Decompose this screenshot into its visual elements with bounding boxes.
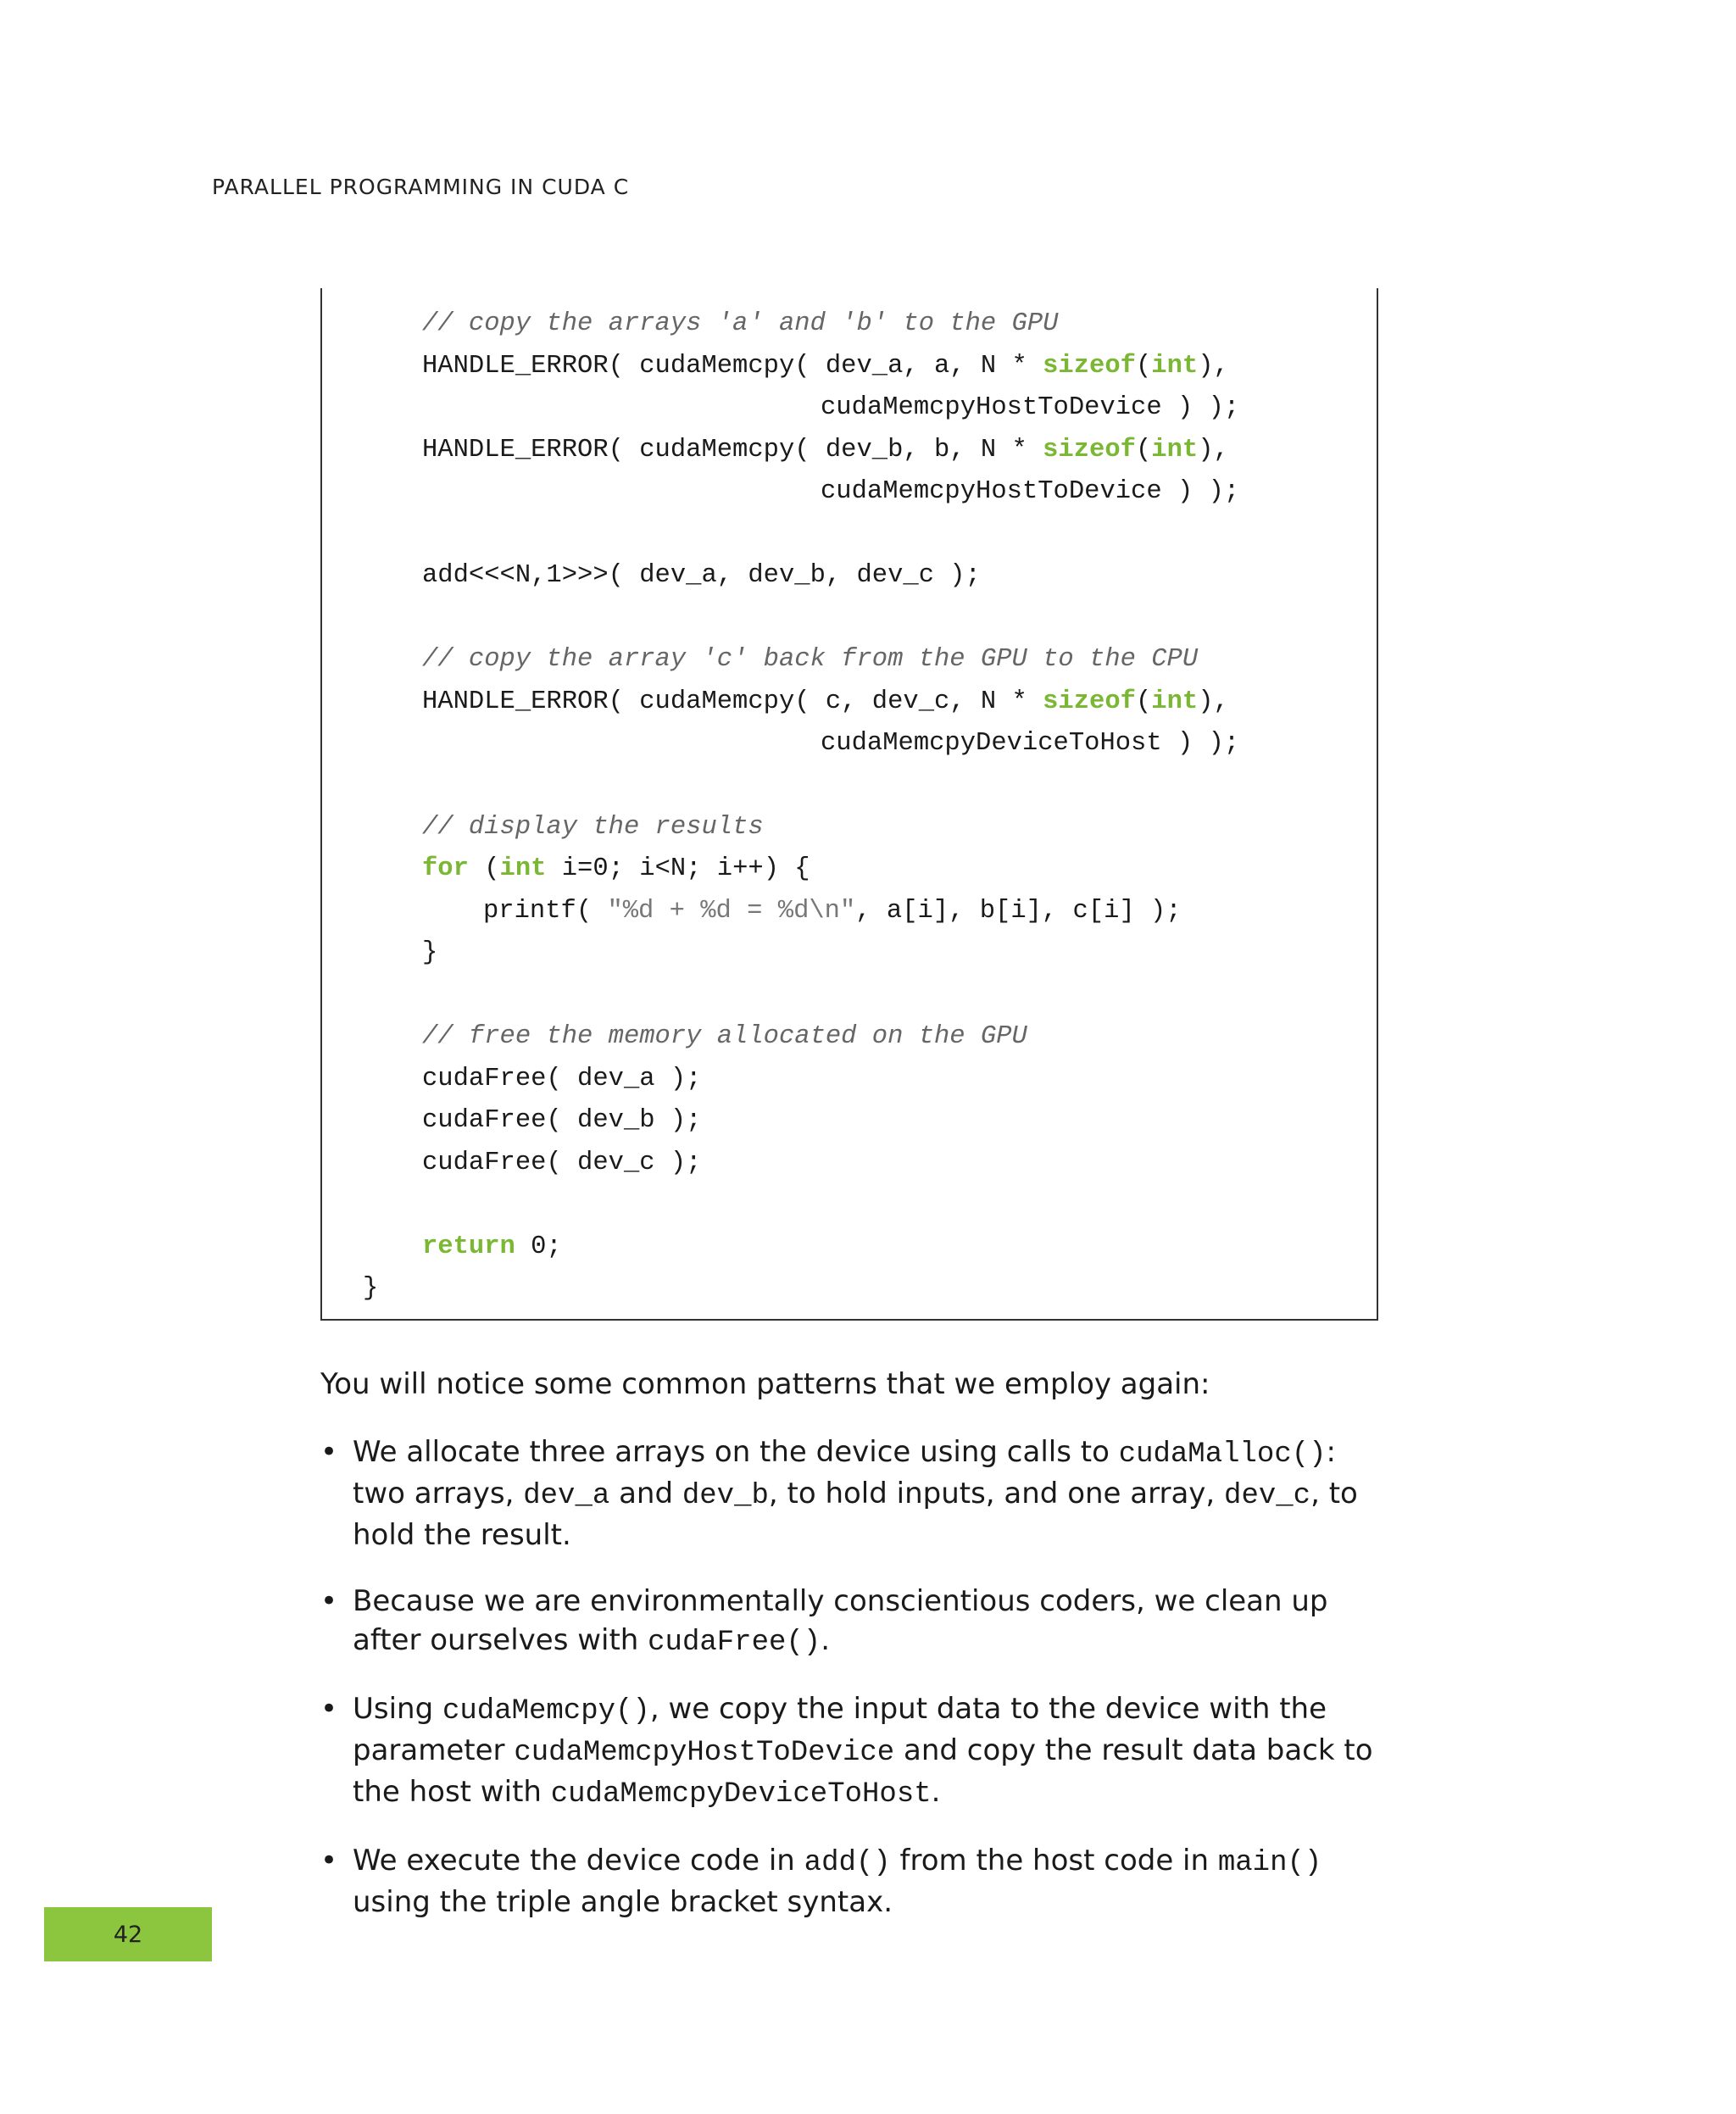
intro-paragraph: You will notice some common patterns that we employ again: — [320, 1367, 1210, 1401]
code-line: cudaFree( dev_a ); — [422, 1065, 702, 1093]
bullet-icon: • — [320, 1435, 338, 1469]
bullet-list — [320, 1433, 1390, 1949]
bullet-icon: • — [320, 1584, 338, 1618]
list-item: • Using cudaMemcpy(), we copy the input data to the device with the parameter cudaMemcpyHostToDevice and copy the result data back to the host with cudaMemcpyDeviceToHost. — [320, 1689, 1390, 1814]
code-line: cudaFree( dev_b ); — [422, 1106, 702, 1135]
code-line: HANDLE_ERROR( cudaMemcpy( dev_a, a, N * sizeof(int), — [422, 352, 1229, 381]
running-head: PARALLEL PROGRAMMING IN CUDA C — [212, 175, 630, 199]
code-line: cudaMemcpyDeviceToHost ) ); — [821, 729, 1240, 758]
code-comment: // copy the array 'c' back from the GPU to the CPU — [422, 645, 1199, 674]
list-item: • We allocate three arrays on the device using calls to cudaMalloc(): two arrays, dev_a and dev_b, to hold inputs, and one array, dev_c, to hold the result. — [320, 1433, 1390, 1555]
code-line: cudaFree( dev_c ); — [422, 1149, 702, 1177]
code-line: return 0; — [422, 1232, 562, 1261]
page-number-tab — [44, 1907, 212, 1961]
page-number: 42 — [113, 1921, 143, 1948]
code-listing — [320, 288, 1378, 1321]
bullet-icon: • — [320, 1844, 338, 1878]
code-comment: // display the results — [422, 813, 764, 842]
list-item: • We execute the device code in add() from the host code in main() using the triple angle bracket syntax. — [320, 1841, 1390, 1922]
code-line: } — [363, 1274, 379, 1303]
code-comment: // copy the arrays 'a' and 'b' to the GPU — [422, 309, 1059, 338]
list-item: • Because we are environmentally conscientious coders, we clean up after ourselves with cudaFree(). — [320, 1582, 1390, 1662]
code-comment: // free the memory allocated on the GPU — [422, 1022, 1027, 1051]
code-line: HANDLE_ERROR( cudaMemcpy( c, dev_c, N * sizeof(int), — [422, 687, 1229, 716]
code-line: HANDLE_ERROR( cudaMemcpy( dev_b, b, N * sizeof(int), — [422, 436, 1229, 465]
code-line: cudaMemcpyHostToDevice ) ); — [821, 393, 1240, 422]
code-line: cudaMemcpyHostToDevice ) ); — [821, 477, 1240, 506]
code-line: } — [422, 938, 438, 967]
code-line: add<<<N,1>>>( dev_a, dev_b, dev_c ); — [422, 561, 981, 590]
bullet-icon: • — [320, 1692, 338, 1726]
code-line: for (int i=0; i<N; i++) { — [422, 854, 810, 883]
body-text — [320, 1365, 1388, 1404]
code-line: printf( "%d + %d = %d\n", a[i], b[i], c[i] ); — [483, 897, 1182, 926]
